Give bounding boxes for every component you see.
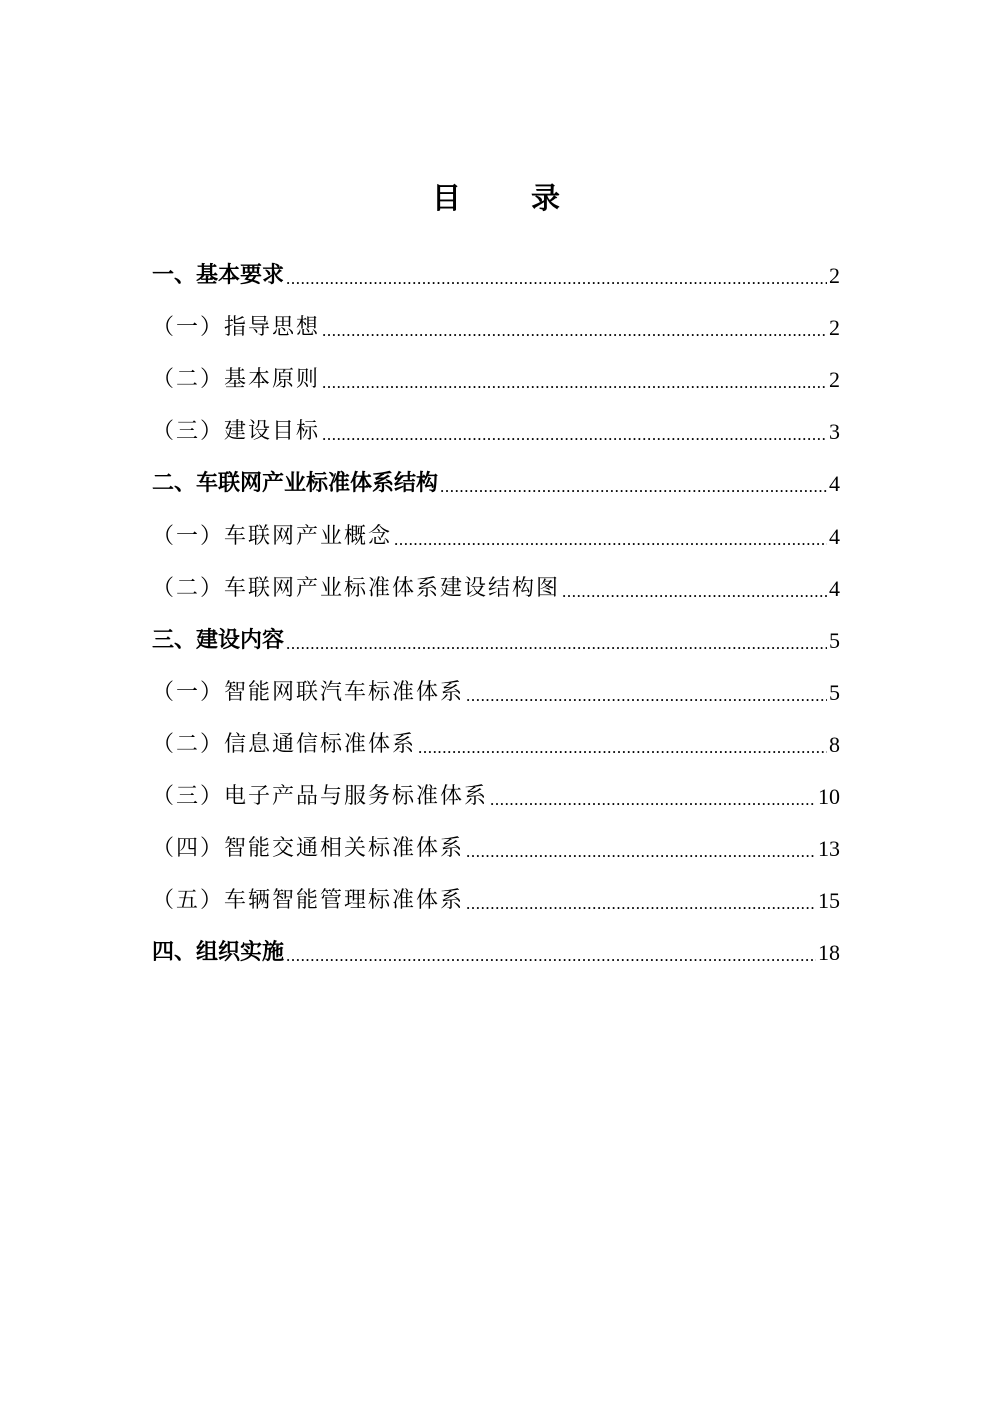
toc-dot-leader [562, 574, 827, 604]
toc-entry-text: 二、车联网产业标准体系结构 [152, 471, 439, 497]
toc-page-number: 2 [829, 367, 840, 393]
toc-dot-leader [322, 313, 827, 343]
toc-entry-text: （二）基本原则 [152, 367, 321, 393]
toc-page-number: 10 [818, 783, 840, 809]
toc-page-number: 4 [829, 471, 840, 497]
toc-entry-text: （二）信息通信标准体系 [152, 731, 417, 757]
toc-entry-text: 一、基本要求 [152, 263, 285, 289]
toc-page-number: 18 [818, 940, 840, 966]
toc-entry[interactable] [152, 406, 840, 458]
toc-page-number: 8 [829, 731, 840, 757]
toc-dot-leader [286, 938, 816, 968]
toc-entry-text: （四）智能交通相关标准体系 [152, 836, 465, 862]
toc-entry-text: （一）车联网产业概念 [152, 523, 393, 549]
toc-title: 目 录 [431, 181, 591, 215]
toc-dot-leader [322, 417, 827, 447]
toc-page-number: 3 [829, 419, 840, 445]
toc-entry-text: （三）电子产品与服务标准体系 [152, 783, 489, 809]
toc-entry[interactable] [152, 771, 840, 823]
toc-entry[interactable] [152, 563, 840, 615]
toc-dot-leader [322, 365, 827, 395]
toc-page-number: 15 [818, 888, 840, 914]
toc-dot-leader [286, 261, 827, 291]
toc-dot-leader [466, 834, 816, 864]
toc-page-number: 4 [829, 523, 840, 549]
toc-page-number: 2 [829, 315, 840, 341]
toc-page-number: 13 [818, 836, 840, 862]
toc-entry[interactable] [152, 823, 840, 875]
toc-entry[interactable] [152, 615, 840, 667]
toc-dot-leader [418, 730, 827, 760]
toc-entry[interactable] [152, 458, 840, 510]
toc-entry[interactable] [152, 250, 840, 302]
toc-entry[interactable] [152, 510, 840, 562]
toc-page-number: 4 [829, 575, 840, 601]
toc-dot-leader [466, 678, 827, 708]
toc-dot-leader [490, 782, 816, 812]
toc-entry[interactable] [152, 875, 840, 927]
toc-entry-text: （五）车辆智能管理标准体系 [152, 888, 465, 914]
toc-dot-leader [286, 626, 827, 656]
toc-entry-text: （三）建设目标 [152, 419, 321, 445]
toc-entry-text: （二）车联网产业标准体系建设结构图 [152, 575, 561, 601]
toc-entry[interactable] [152, 719, 840, 771]
toc-dot-leader [440, 469, 827, 499]
toc-entry[interactable] [152, 667, 840, 719]
toc-page-number: 5 [829, 679, 840, 705]
toc-entry[interactable] [152, 354, 840, 406]
toc-entry[interactable] [152, 302, 840, 354]
toc-entry-text: 四、组织实施 [152, 940, 285, 966]
toc-dot-leader [394, 522, 827, 552]
toc-page-number: 2 [829, 263, 840, 289]
toc-entry-text: 三、建设内容 [152, 627, 285, 653]
toc-dot-leader [466, 886, 816, 916]
toc-entry[interactable] [152, 927, 840, 979]
toc-entry-text: （一）智能网联汽车标准体系 [152, 679, 465, 705]
toc-page-number: 5 [829, 627, 840, 653]
toc-list [152, 250, 840, 979]
toc-entry-text: （一）指导思想 [152, 315, 321, 341]
